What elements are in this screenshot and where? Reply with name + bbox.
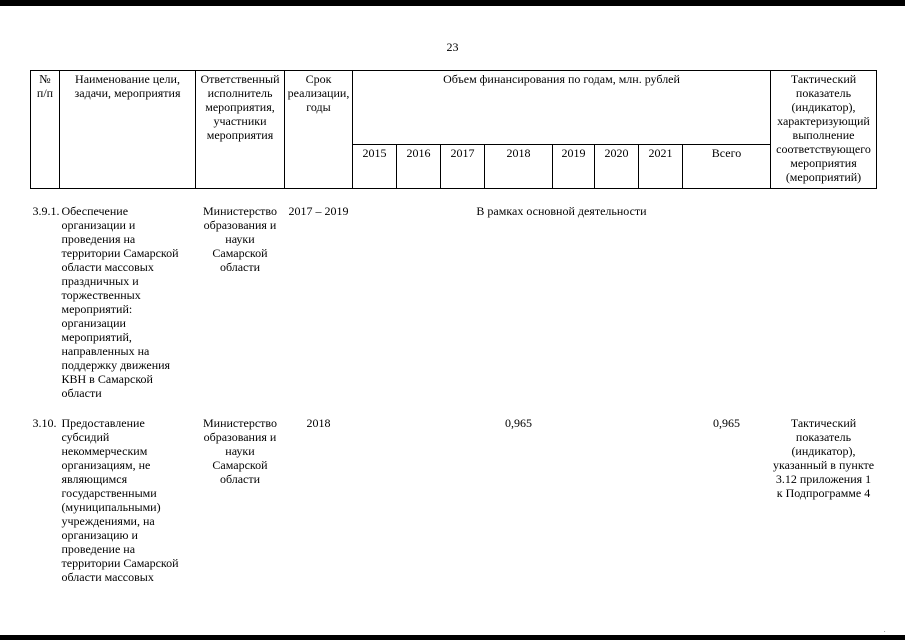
row-num: 3.10. (32, 415, 57, 430)
bottom-scan-border (0, 635, 905, 640)
row-name: Предоставление субсидий некоммерческим организациям, не являющимся государственными (муниципальными) учреждениями, на организацию и проведение на территории Самарской области массовых (61, 415, 179, 584)
header-funding: Объем финансирования по годам, млн. рублей (353, 71, 771, 145)
scan-mark: . (884, 628, 886, 634)
row-value-2018: 0,965 (505, 415, 532, 430)
header-total: Всего (683, 145, 771, 189)
row-total: 0,965 (713, 415, 740, 430)
table-row (31, 203, 877, 401)
header-num: № п/п (31, 71, 60, 189)
header-year-2018: 2018 (485, 145, 553, 189)
header-year-2017: 2017 (441, 145, 485, 189)
header-year-2016: 2016 (397, 145, 441, 189)
row-name: Обеспечение организации и проведения на территории Самарской области массовых праздничных и торжественных мероприятий: организации мероприятий, направленных на поддержку движения КВН в Самарской области (61, 203, 179, 400)
table-row (31, 415, 877, 585)
row-executor: Министерство образования и науки Самарской области (203, 415, 277, 486)
row-num: 3.9.1. (32, 203, 60, 218)
row-term: 2017 – 2019 (288, 203, 349, 218)
header-year-2020: 2020 (595, 145, 639, 189)
top-scan-border (0, 0, 905, 6)
row-funding-note: В рамках основной деятельности (476, 203, 647, 218)
header-executor: Ответственный исполнитель мероприятия, участники мероприятия (196, 71, 285, 189)
row-executor: Министерство образования и науки Самарской области (203, 203, 277, 274)
header-name: Наименование цели, задачи, мероприятия (60, 71, 196, 189)
page-number: 23 (446, 40, 459, 54)
row-indicator: Тактический показатель (индикатор), указанный в пункте 3.12 приложения 1 к Подпрограмме 4 (772, 415, 875, 500)
row-indicator-empty (771, 203, 877, 401)
program-table (30, 70, 877, 585)
header-year-2015: 2015 (353, 145, 397, 189)
row-term: 2018 (306, 415, 331, 430)
header-year-2019: 2019 (553, 145, 595, 189)
header-year-2021: 2021 (639, 145, 683, 189)
header-indicator: Тактический показатель (индикатор), характеризующий выполнение соответствующего мероприятия (мероприятий) (771, 71, 877, 189)
header-term: Срок реализации, годы (285, 71, 353, 189)
